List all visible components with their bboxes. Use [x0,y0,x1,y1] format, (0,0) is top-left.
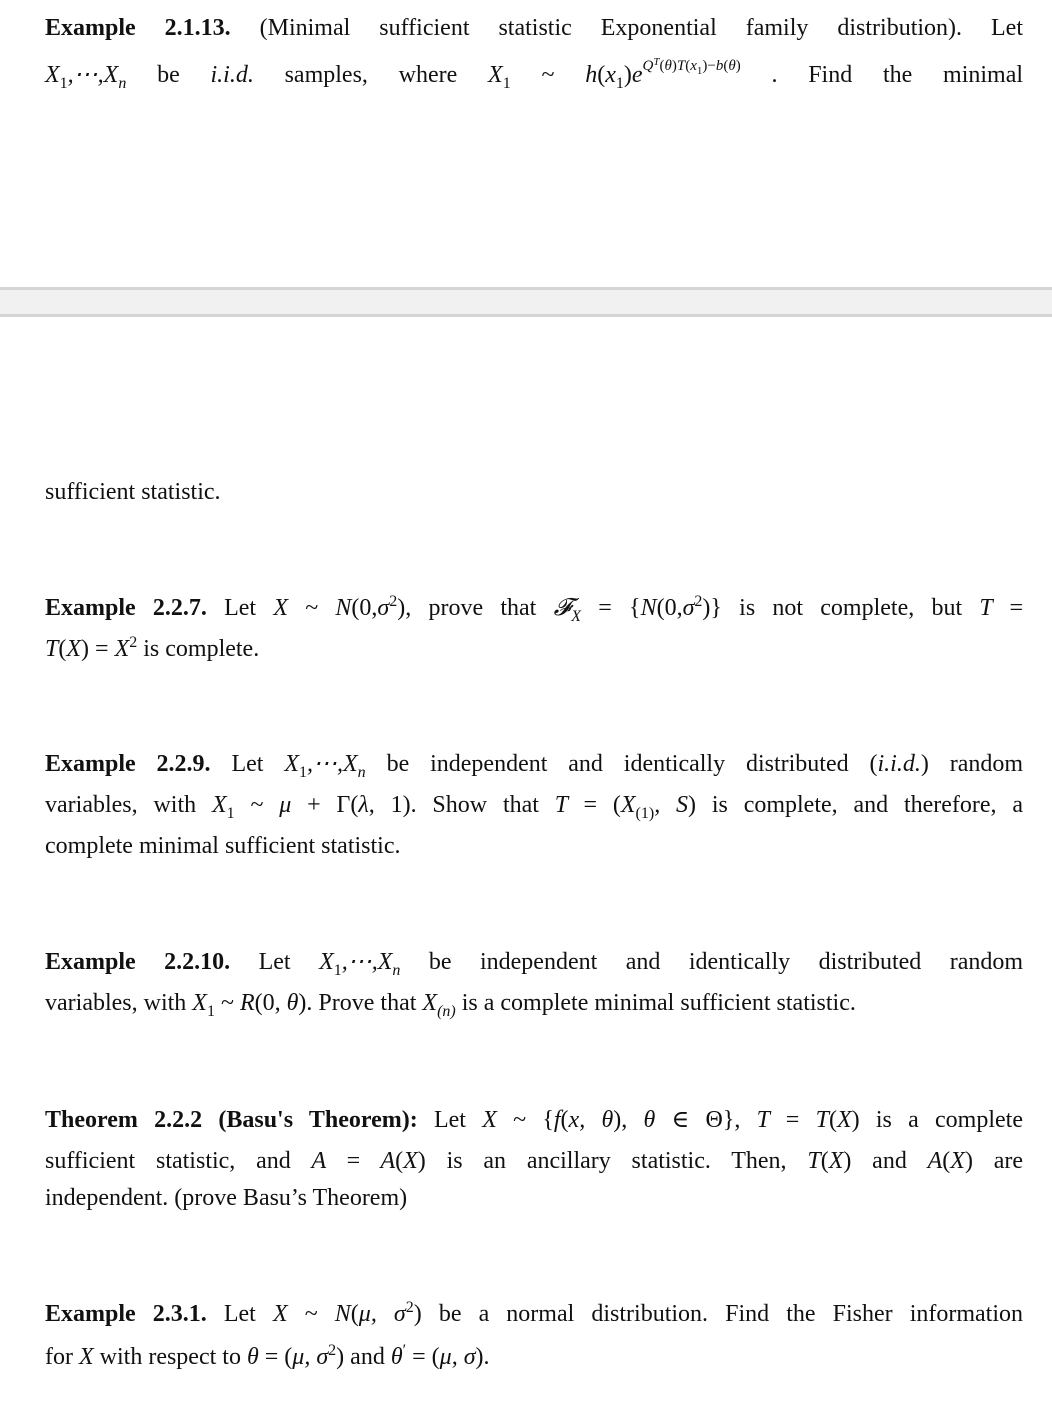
example-2-2-10-iid-text: be independent and identically distributed random [428,949,1024,975]
theorem-2-2-2-label: Theorem 2.2.2 (Basu's Theorem): [45,1107,418,1133]
theorem-2-2-2-is-complete: is a complete [875,1107,1023,1133]
example-2-2-10-label: Example 2.2.10. [45,949,231,975]
example-2-3-1-period: . [483,1344,490,1370]
example-2-1-13-line-1 [45,8,1023,49]
math-a-equals: A = A(X) [311,1148,426,1174]
math-x1-to-xn: $X_1,\cdots,X_n$ [284,751,366,781]
example-2-2-7-is-complete: is complete. [143,636,260,662]
example-2-1-13-label: Example 2.1.13. [45,15,231,41]
example-2-2-10-line-1 [45,942,1023,983]
example-2-2-10-line-2 [45,983,1023,1024]
example-2-3-1-line-1 [45,1294,1023,1335]
example-2-3-1 [45,1294,1023,1378]
math-x-family: X ~ {f(x, θ), θ ∈ Θ}, T = T(X) [482,1107,860,1133]
example-2-1-13-line-2 [45,49,1023,96]
example-2-3-1-label: Example 2.3.1. [45,1301,207,1327]
example-2-2-9-line-1 [45,744,1023,785]
math-x1-to-xn: $X_1,\cdots,X_n$ [45,62,127,92]
example-2-2-9-iid: i.i.d. [877,751,921,777]
example-2-2-9-line-3: complete minimal sufficient statistic. [45,833,401,859]
example-2-3-1-for: for [45,1344,73,1370]
example-2-1-13-continuation-text: sufficient statistic. [45,479,221,505]
math-t-x1-s: $T = (X_{(1)}$, S) [554,792,697,822]
example-2-2-9-label: Example 2.2.9. [45,751,211,777]
example-2-3-1-normal-fisher: be a normal distribution. Find the Fisher information [438,1301,1024,1327]
theorem-2-2-2-ancillary: is an ancillary statistic. Then, [446,1148,787,1174]
example-2-1-13-continuation [45,472,1023,513]
math-x-normal-0-sigma: X ~ $N(0,\sigma^2)$ [273,593,406,621]
example-2-2-7-line-2 [45,629,1023,670]
math-x: X [78,1344,94,1370]
math-x1-mu-gamma: $X_1$ ~ μ + Γ(λ, 1) [211,792,411,822]
math-t-of-x-squared: $T(X) = X^2$ [45,634,138,662]
example-2-2-10 [45,942,1023,1024]
math-x1-uniform: $X_1$ ~ R(0, θ) [192,990,307,1020]
example-2-1-13-find-minimal: . Find the minimal [771,62,1024,88]
theorem-2-2-2-and: and [872,1148,907,1174]
theorem-2-2-2-line-1 [45,1100,1023,1141]
example-2-2-9-line-2 [45,785,1023,826]
theorem-2-2-2-line-2 [45,1141,1023,1182]
example-2-3-1-respect-to: with respect to [99,1344,241,1370]
theorem-2-2-2-line-3: independent. (prove Basu’s Theorem) [45,1185,408,1211]
page-separator [0,287,1052,317]
example-2-2-7-not-complete: is not complete, but [739,595,963,621]
example-2-2-9-iid-text: be independent and identically distributed ( [386,751,878,777]
example-2-2-7-prove-that: , prove that [405,595,537,621]
example-2-3-1-let: Let [223,1301,256,1327]
example-2-2-9 [45,744,1023,867]
example-2-1-13 [45,8,1023,96]
math-t-equals: T = [979,595,1024,621]
example-2-1-13-samples-where: samples, where [284,62,458,88]
math-x-n-order: $X_{(n)}$ [422,990,456,1020]
theorem-2-2-2-sufficient-and: sufficient statistic, and [45,1148,291,1174]
math-theta-prime-mu-sigma: θ′ = (μ, σ) [390,1342,484,1370]
example-2-2-7-label: Example 2.2.7. [45,595,207,621]
math-x1-to-xn: $X_1,\cdots,X_n$ [319,949,401,979]
example-2-1-13-title: (Minimal sufficient statistic Exponential family distribution). Let [259,15,1023,41]
example-2-3-1-line-2 [45,1335,1023,1378]
math-x-normal-mu-sigma: X ~ N(μ, $\sigma^2$) [272,1299,422,1327]
math-family-fx: 𝓕$_X$ = $\{N(0,\sigma^2)\}$ [553,593,722,625]
example-2-2-7 [45,588,1023,670]
example-2-2-9-variables-with: variables, with [45,792,197,818]
example-2-3-1-and: and [350,1344,385,1370]
math-theta-mu-sigma-sq: θ = (μ, $\sigma^2$) [246,1342,345,1370]
example-2-2-7-let: Let [224,595,257,621]
example-2-2-10-variables-with: variables, with [45,990,187,1016]
example-2-2-9-let: Let [231,751,264,777]
example-2-2-10-conclusion: is a complete minimal sufficient statistic. [461,990,856,1016]
example-2-2-7-line-1 [45,588,1023,629]
example-2-2-9-is-complete: is complete, and therefore, a [711,792,1024,818]
example-2-1-13-iid: i.i.d. [210,62,254,88]
theorem-2-2-2 [45,1100,1023,1219]
example-2-1-13-be: be [157,62,180,88]
theorem-2-2-2-are: are [993,1148,1024,1174]
math-a-of-x: A(X) [927,1148,973,1174]
math-exponential-family-density: $X_1$ ~ $h(x_1)e^{Q^T(\theta)T(x_1)-b(\theta)}$ [488,56,741,92]
math-t-of-x: T(X) [807,1148,852,1174]
theorem-2-2-2-let: Let [433,1107,466,1133]
example-2-2-9-show-that: . Show that [410,792,539,818]
example-2-2-10-let: Let [258,949,291,975]
example-2-2-9-random: ) random [920,751,1024,777]
example-2-2-10-prove-that: . Prove that [306,990,417,1016]
